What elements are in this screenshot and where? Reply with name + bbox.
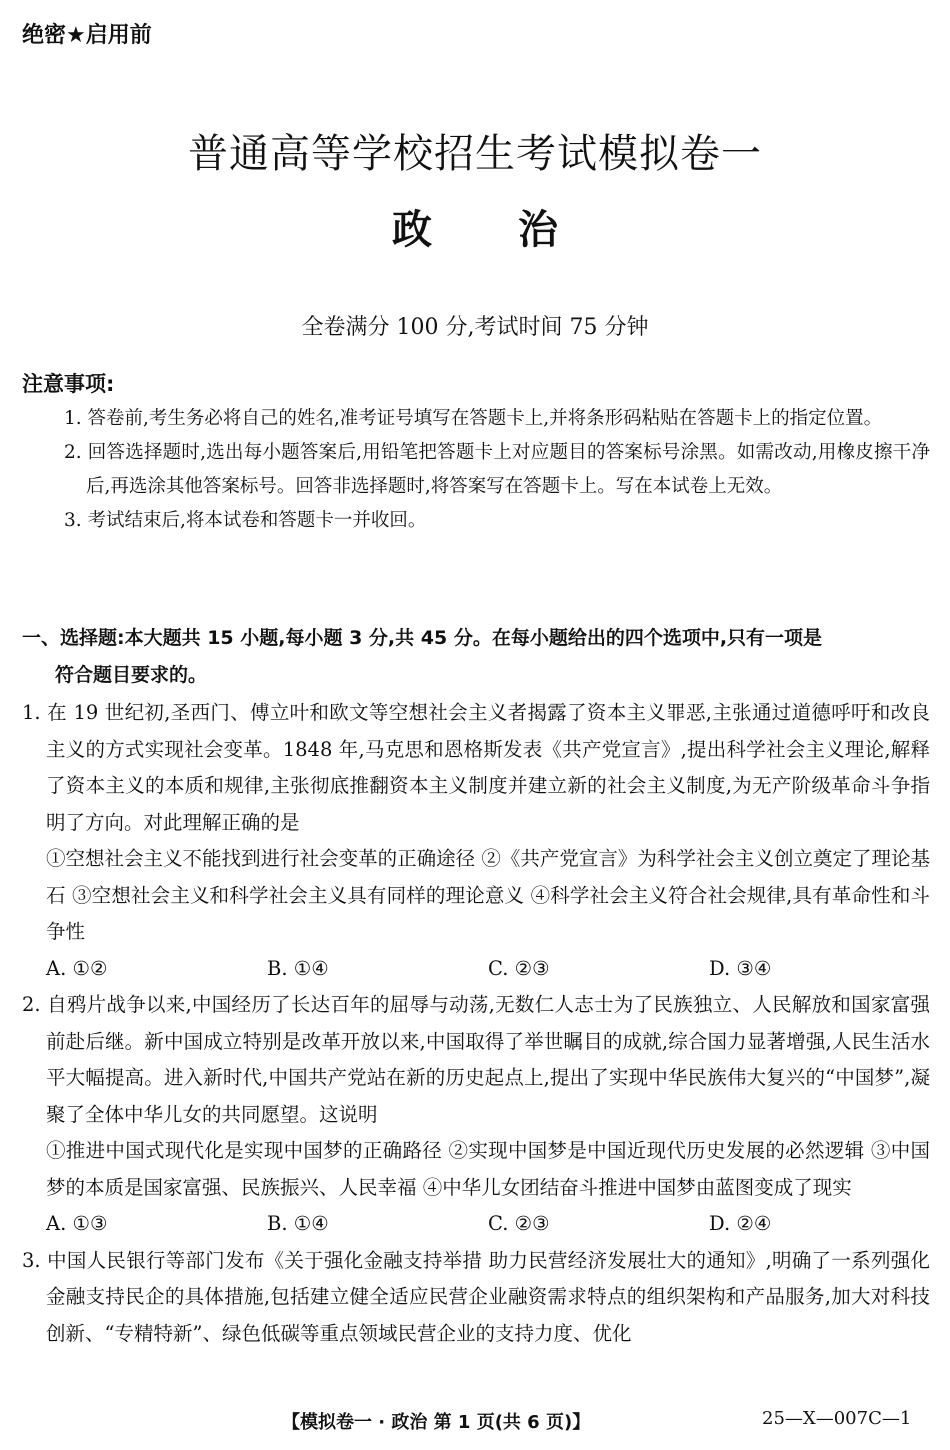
notice-list: [64, 402, 930, 538]
score-info: 全卷满分 100 分,考试时间 75 分钟: [301, 315, 649, 340]
confidential-label: 绝密★启用前: [22, 23, 152, 48]
subject-char-1: 政: [392, 207, 432, 253]
section-heading-line-2: 符合题目要求的。: [55, 664, 208, 686]
footer-page-info: 【模拟卷一 · 政治 第 1 页(共 6 页)】: [282, 1412, 591, 1433]
notice-item: 2. 回答选择题时,选出每小题答案后,用铅笔把答题卡上对应题目的答案标号涂黑。如需改动,用橡皮擦干净后,再选涂其他答案标号。回答非选择题时,将答案写在答题卡上。写在本试卷上无效。: [64, 442, 930, 497]
option-d: D. ③④: [709, 956, 772, 980]
subject-title: [0, 198, 950, 255]
option-b: B. ①④: [267, 956, 329, 980]
footer-code: 25—X—007C—1: [762, 1408, 912, 1429]
option-a: A. ①③: [46, 1212, 108, 1235]
question-1: [22, 695, 930, 987]
option-d: D. ②④: [709, 1212, 772, 1235]
option-a: A. ①②: [46, 956, 108, 980]
question-stem: 1. 在 19 世纪初,圣西门、傅立叶和欧文等空想社会主义者揭露了资本主义罪恶,主张通过道德呼吁和改良主义的方式实现社会变革。1848 年,马克思和恩格斯发表《共产党宣言》,提出科学社会主义理论,解释了资本主义的本质和规律,主张彻底推翻资本主义制度并建立新的社会主义制度,为无产阶级革命斗争指明了方向。对此理解正确的是: [22, 701, 930, 834]
section-heading-line-1: 一、选择题:本大题共 15 小题,每小题 3 分,共 45 分。在每小题给出的四个选项中,只有一项是: [22, 627, 823, 649]
option-b: B. ①④: [267, 1212, 329, 1235]
question-options: [22, 951, 930, 988]
question-list: [22, 695, 930, 1352]
question-2: [22, 987, 930, 1243]
option-c: C. ②③: [488, 1212, 550, 1235]
question-options: [22, 1206, 930, 1243]
subject-char-2: 治: [518, 207, 558, 253]
notice-heading: 注意事项:: [22, 372, 115, 396]
question-statements: ①推进中国式现代化是实现中国梦的正确路径 ②实现中国梦是中国近现代历史发展的必然逻辑 ③中国梦的本质是国家富强、民族振兴、人民幸福 ④中华儿女团结奋斗推进中国梦由蓝图变成了现实: [46, 1139, 930, 1199]
notice-item: 1. 答卷前,考生务必将自己的姓名,准考证号填写在答题卡上,并将条形码粘贴在答题卡上的指定位置。: [64, 408, 883, 429]
question-statements: ①空想社会主义不能找到进行社会变革的正确途径 ②《共产党宣言》为科学社会主义创立奠定了理论基石 ③空想社会主义和科学社会主义具有同样的理论意义 ④科学社会主义符合社会规律,具有革命性和斗争性: [46, 847, 930, 943]
option-c: C. ②③: [488, 956, 550, 980]
question-3: [22, 1243, 930, 1353]
question-stem: 3. 中国人民银行等部门发布《关于强化金融支持举措 助力民营经济发展壮大的通知》,明确了一系列强化金融支持民企的具体措施,包括建立健全适应民营企业融资需求特点的组织架构和产品服务,加大对科技创新、“专精特新”、绿色低碳等重点领域民营企业的支持力度、优化: [22, 1248, 930, 1345]
exam-title: 普通高等学校招生考试模拟卷一: [188, 131, 762, 177]
notice-item: 3. 考试结束后,将本试卷和答题卡一并收回。: [64, 510, 427, 531]
section-heading: [22, 620, 930, 694]
question-stem: 2. 自鸦片战争以来,中国经历了长达百年的屈辱与动荡,无数仁人志士为了民族独立、人民解放和国家富强前赴后继。新中国成立特别是改革开放以来,中国取得了举世瞩目的成就,综合国力显著增强,人民生活水平大幅提高。进入新时代,中国共产党站在新的历史起点上,提出了实现中华民族伟大复兴的“中国梦”,凝聚了全体中华儿女的共同愿望。这说明: [22, 993, 930, 1126]
